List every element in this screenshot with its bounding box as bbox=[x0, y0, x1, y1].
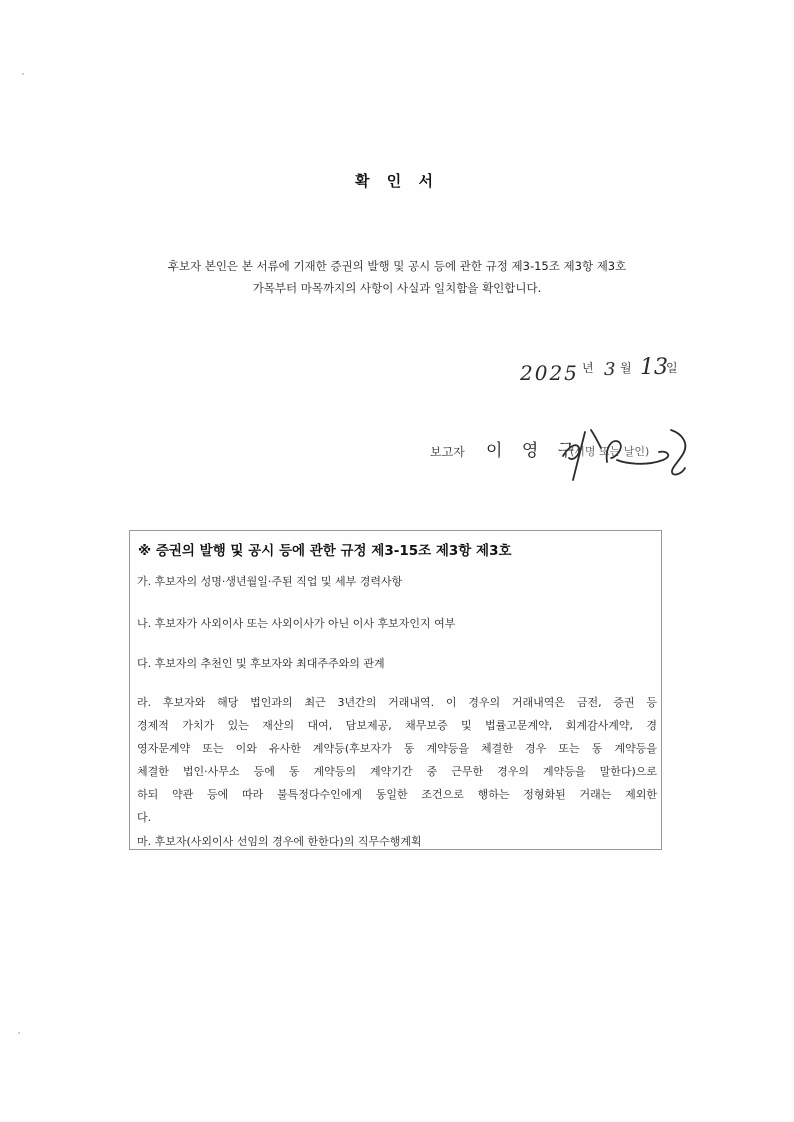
list-item-ga: 가. 후보자의 성명·생년월일·주된 직업 및 세부 경력사항 bbox=[137, 575, 403, 588]
list-item-da: 다. 후보자의 추천인 및 후보자와 최대주주와의 관계 bbox=[137, 657, 385, 670]
date-day-label: 일 bbox=[666, 361, 678, 375]
list-item-ra bbox=[137, 691, 657, 829]
document-title: 확 인 서 bbox=[355, 172, 439, 190]
list-item-ra-line: 체결한 법인·사무소 등에 동 계약등의 계약기간 중 근무한 경우의 계약등을 말한다)으로 bbox=[137, 765, 657, 778]
date-block bbox=[510, 355, 685, 389]
date-year: 2025 bbox=[520, 361, 579, 385]
list-item-na: 나. 후보자가 사외이사 또는 사외이사가 아닌 이사 후보자인지 여부 bbox=[137, 617, 456, 630]
box-title: ※ 증권의 발행 및 공시 등에 관한 규정 제3-15조 제3항 제3호 bbox=[138, 543, 512, 559]
scan-speck bbox=[18, 1032, 20, 1034]
list-item-ra-line: 경제적 가치가 있는 재산의 대여, 담보제공, 채무보증 및 법률고문계약, 회계감사계약, 경 bbox=[137, 719, 657, 732]
regulation-reference-box bbox=[129, 530, 662, 850]
list-item-ra-line: 라. 후보자와 해당 법인과의 최근 3년간의 거래내역. 이 경우의 거래내역은 금전, 증권 등 bbox=[137, 696, 657, 709]
intro-line-2: 가목부터 마목까지의 사항이 사실과 일치함을 확인합니다. bbox=[252, 281, 542, 295]
date-year-label: 년 bbox=[582, 361, 594, 375]
signer-name: 이 영 구 bbox=[486, 441, 582, 461]
date-month: 3 bbox=[604, 359, 616, 380]
list-item-ra-line: 영자문계약 또는 이와 유사한 계약등(후보자가 동 계약등을 체결한 경우 또는 동 계약등을 bbox=[137, 742, 657, 755]
date-month-label: 월 bbox=[620, 361, 632, 375]
handwritten-signature bbox=[555, 418, 695, 488]
list-item-ma: 마. 후보자(사외이사 선임의 경우에 한한다)의 직무수행계획 bbox=[137, 835, 422, 848]
scan-speck bbox=[22, 73, 24, 75]
list-item-ra-line: 다. bbox=[137, 811, 152, 824]
list-item-ra-line: 하되 약관 등에 따라 불특정다수인에게 동일한 조건으로 행하는 정형화된 거래는 제외한 bbox=[137, 788, 657, 801]
signer-label: 보고자 bbox=[430, 445, 465, 459]
intro-line-1: 후보자 본인은 본 서류에 기재한 증권의 발행 및 공시 등에 관한 규정 제3-15조 제3항 제3호 bbox=[167, 259, 627, 273]
date-day: 13 bbox=[640, 355, 668, 380]
signature-note: (서명 또는 날인) bbox=[570, 445, 650, 458]
